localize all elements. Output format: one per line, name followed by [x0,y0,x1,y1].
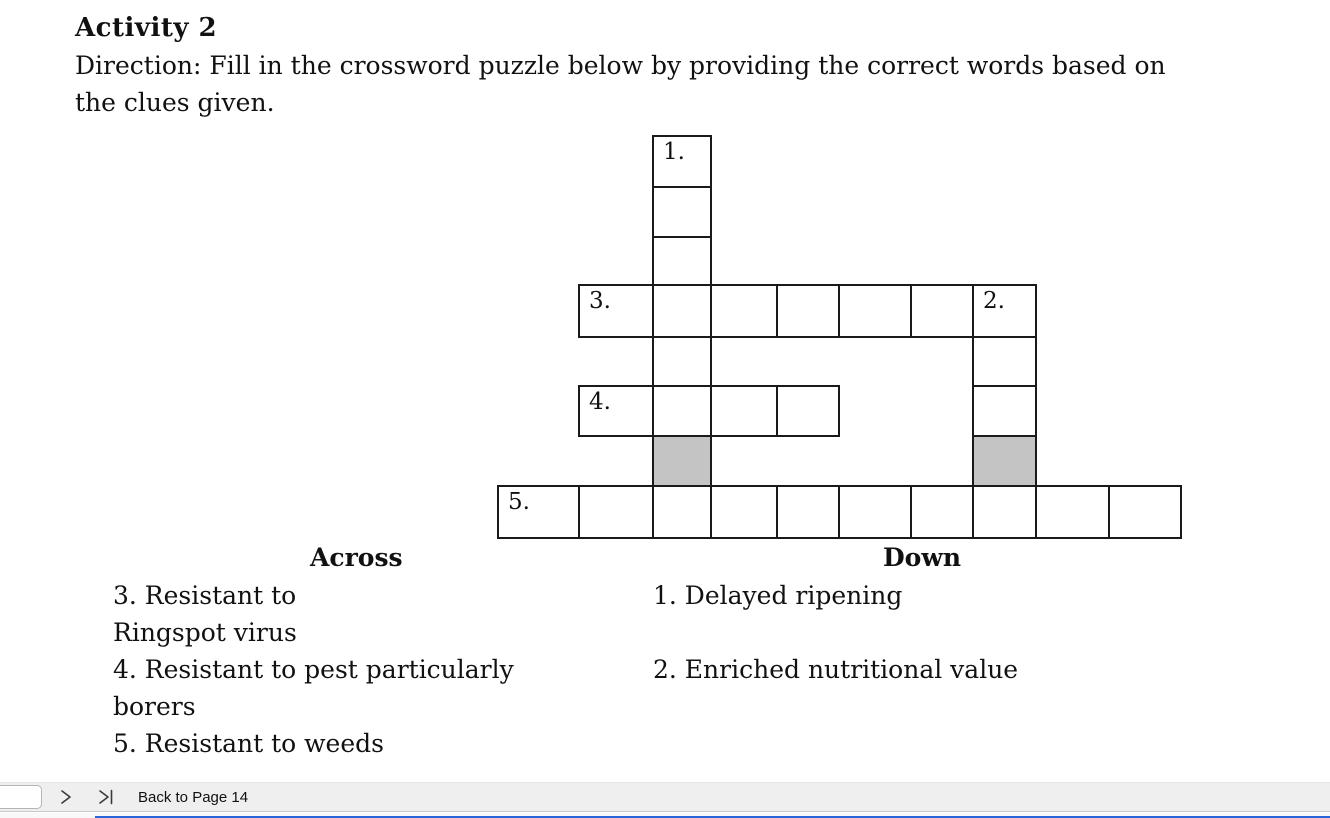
down-header: Down [883,543,962,572]
crossword-cell-2 [972,284,1037,338]
crossword-cell [710,284,778,338]
crossword-cell [972,485,1037,539]
cell-number-label: 5. [508,489,530,515]
crossword-cell [910,485,974,539]
cell-number-label: 1. [663,139,685,165]
crossword-cell-3 [578,284,654,338]
across-clue-3-line2: Ringspot virus [113,618,297,647]
crossword-cell [652,336,712,387]
crossword-cell [838,284,912,338]
cell-number-label: 4. [589,389,611,415]
last-page-button[interactable] [92,784,120,810]
crossword-cell [776,485,840,539]
crossword-cell [776,284,840,338]
crossword-cell [710,385,778,437]
crossword-cell [1108,485,1182,539]
crossword-cell [710,485,778,539]
across-clue-3-line1: 3. Resistant to [113,581,297,610]
crossword-cell [972,435,1037,487]
crossword-cell [972,336,1037,387]
direction-line-2: the clues given. [75,88,275,117]
crossword-cell-1 [652,135,712,188]
crossword-cell [652,236,712,286]
down-clue-2: 2. Enriched nutritional value [653,655,1019,684]
skip-to-last-icon [97,787,115,807]
crossword-cell [652,186,712,238]
back-to-page-link[interactable]: Back to Page 14 [138,789,249,806]
crossword-cell [776,385,840,437]
next-page-button[interactable] [52,784,80,810]
crossword-cell [1035,485,1110,539]
crossword-cell [910,284,974,338]
page-number-input[interactable] [0,785,42,809]
crossword-cell [578,485,654,539]
crossword-cell [652,435,712,487]
crossword-cell [972,385,1037,437]
across-clue-5: 5. Resistant to weeds [113,729,384,758]
activity-title: Activity 2 [75,13,218,43]
cell-number-label: 2. [983,288,1005,314]
down-clue-1: 1. Delayed ripening [653,581,903,610]
crossword-cell [652,385,712,437]
crossword-cell [838,485,912,539]
chevron-right-icon [58,787,74,807]
crossword-cell-4 [578,385,654,437]
across-clue-4-line2: borers [113,692,196,721]
across-clue-4-line1: 4. Resistant to pest particularly [113,655,514,684]
crossword-cell [652,284,712,338]
across-header: Across [310,543,403,572]
crossword-cell-5 [497,485,580,539]
crossword-cell [652,485,712,539]
cell-number-label: 3. [589,288,611,314]
direction-line-1: Direction: Fill in the crossword puzzle below by providing the correct words based on [75,51,1166,80]
